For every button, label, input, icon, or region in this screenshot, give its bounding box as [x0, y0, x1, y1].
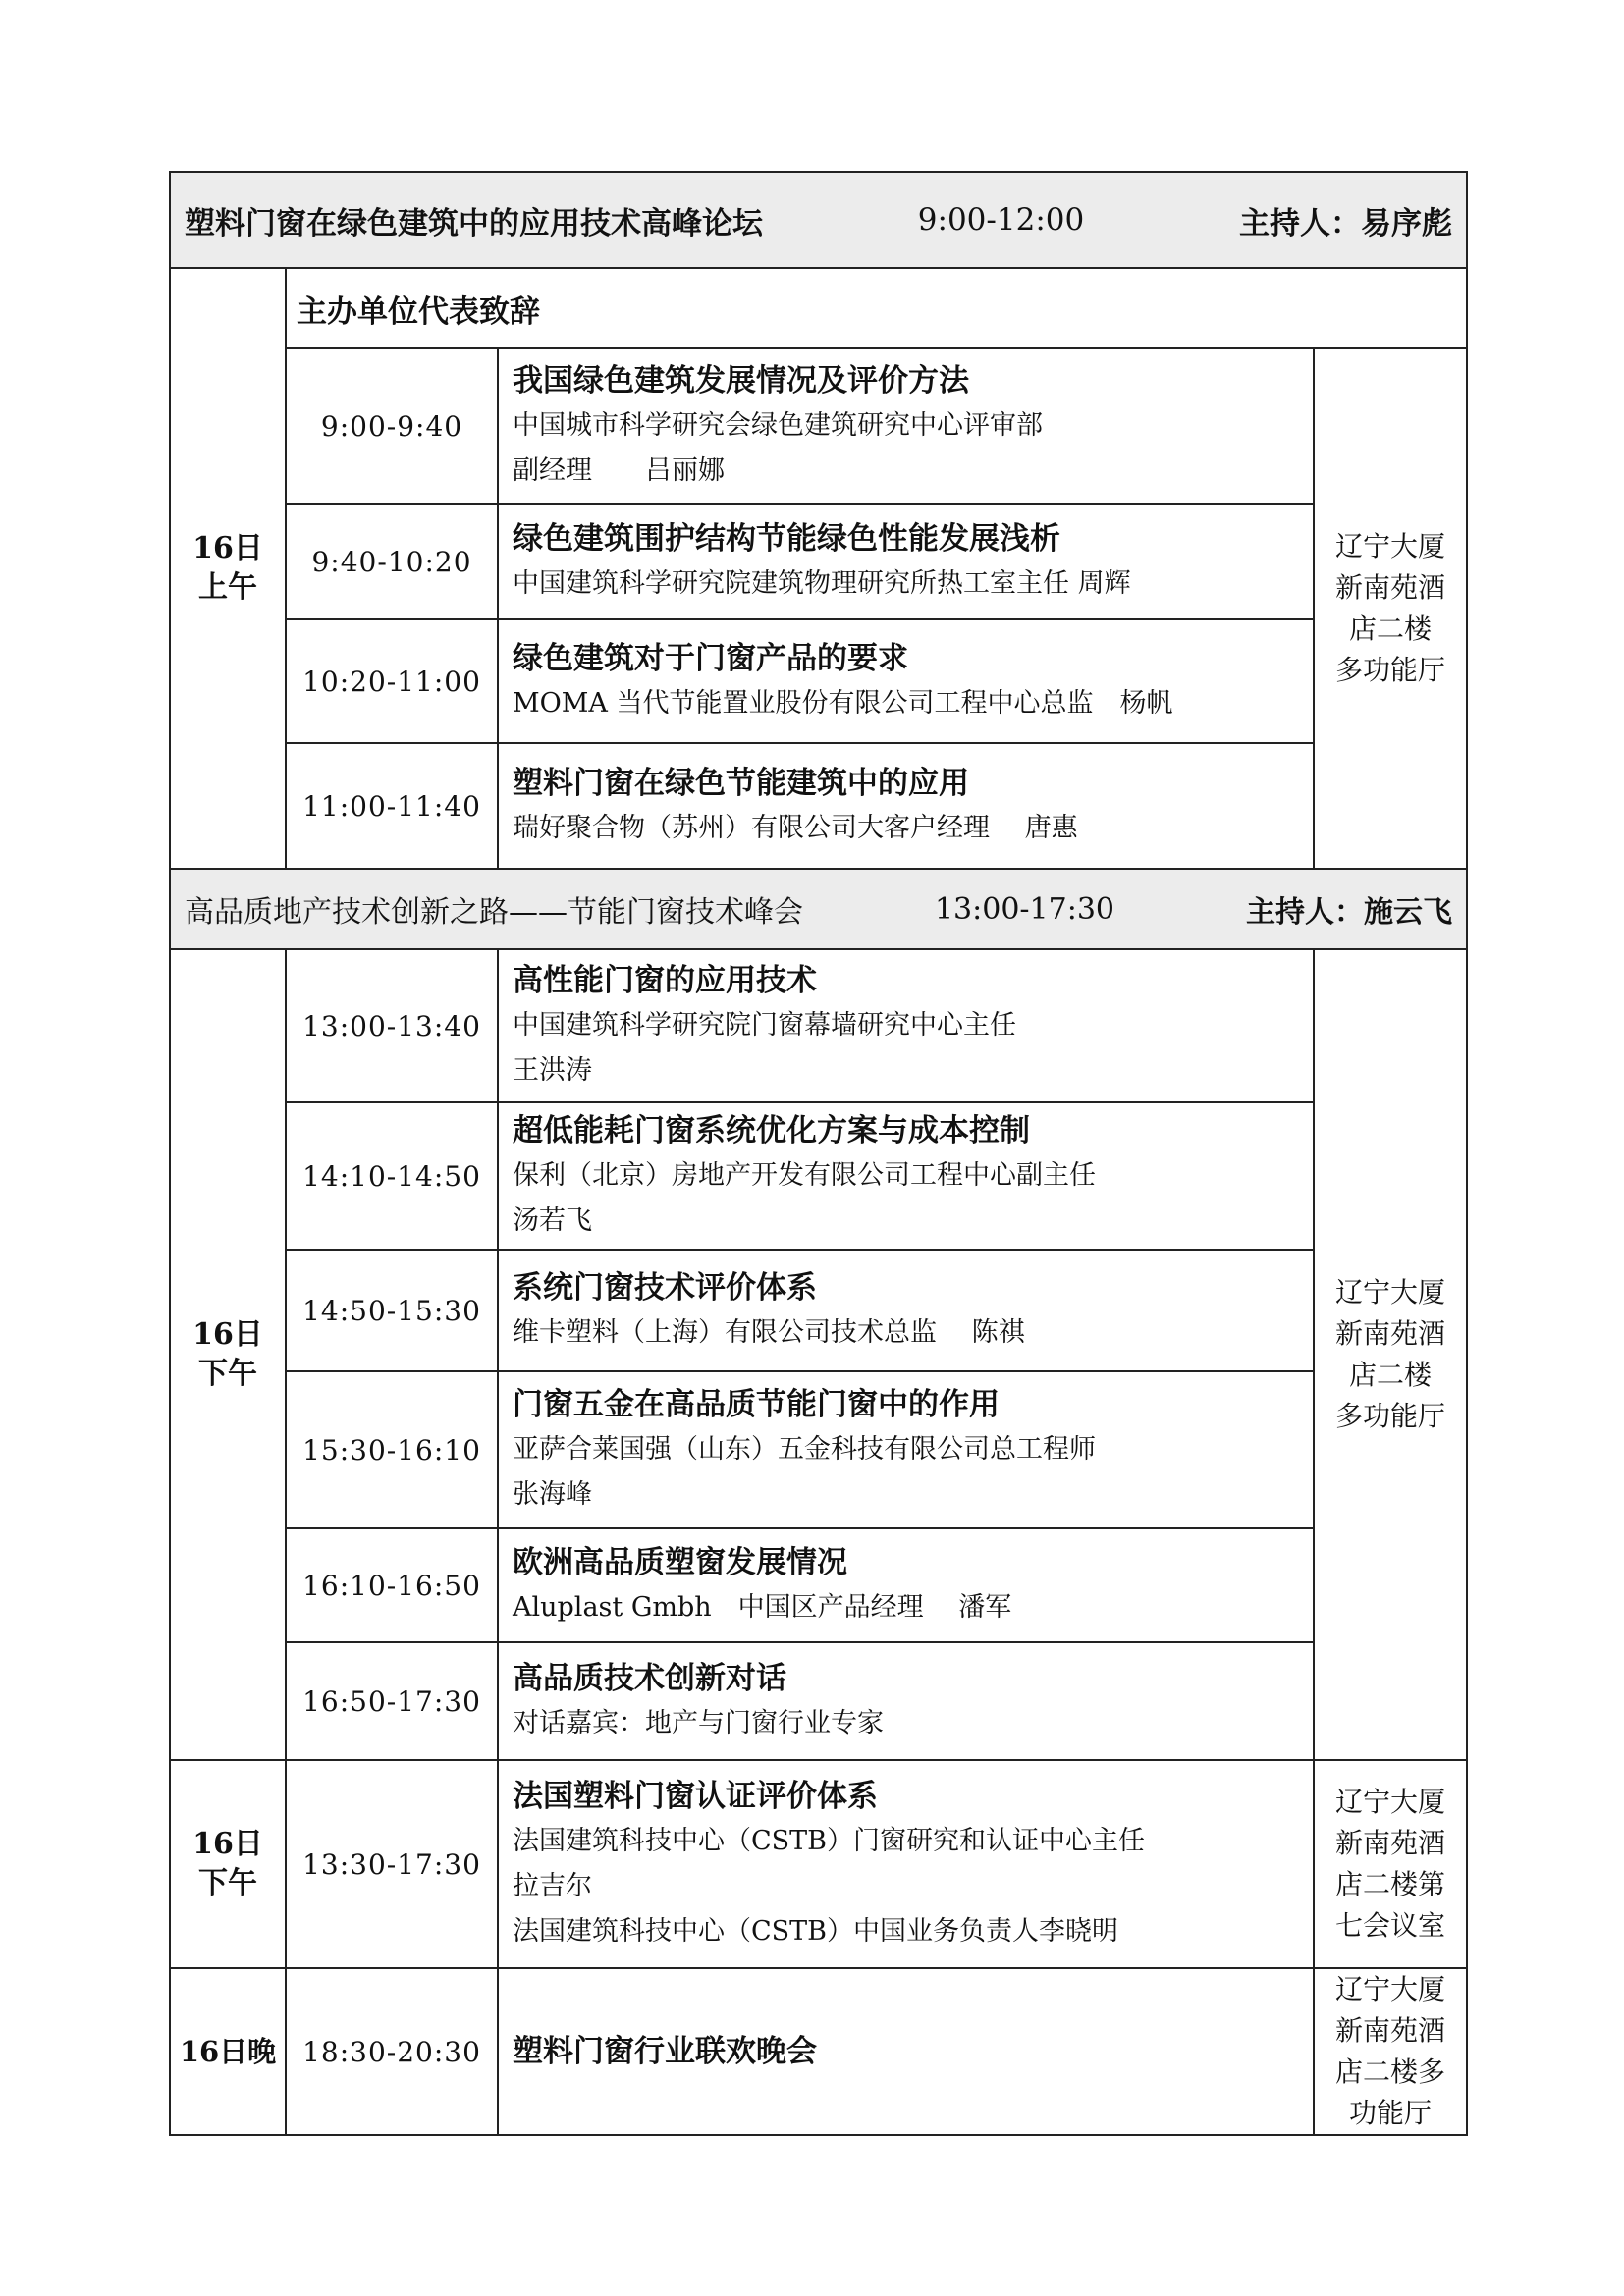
session-title: 高性能门窗的应用技术: [513, 963, 817, 998]
forum2-time: 13:00-17:30: [934, 891, 1115, 927]
session-row: [170, 1371, 1467, 1528]
session-speaker: 亚萨合莱国强（山东）五金科技有限公司总工程师: [513, 1434, 1096, 1465]
session-speaker: Aluplast Gmbh 中国区产品经理 潘军: [513, 1592, 1012, 1623]
venue-line: 新南苑酒: [1334, 1317, 1445, 1350]
day-label: 16日: [192, 531, 263, 565]
forum2-title: 高品质地产技术创新之路——节能门窗技术峰会: [185, 895, 803, 930]
session-time: 16:50-17:30: [286, 1642, 498, 1760]
venue-line: 辽宁大厦: [1334, 1276, 1445, 1308]
venue-line: 店二楼: [1348, 613, 1432, 645]
venue-cell: [1314, 949, 1467, 1760]
session-content: [498, 1250, 1314, 1371]
venue-line: 辽宁大厦: [1334, 530, 1445, 562]
venue-line: 店二楼多: [1334, 2056, 1445, 2088]
session-time: 16:10-16:50: [286, 1528, 498, 1642]
session-title: 绿色建筑围护结构节能绿色性能发展浅析: [513, 521, 1060, 557]
period-label: 下午: [198, 1866, 257, 1900]
forum1-time: 9:00-12:00: [917, 202, 1085, 238]
session-speaker: 拉吉尔: [513, 1871, 592, 1901]
session-content: [498, 743, 1314, 869]
venue-line: 多功能厅: [1334, 654, 1445, 686]
session-title: 高品质技术创新对话: [513, 1661, 786, 1696]
period-label: 上午: [198, 570, 257, 605]
session-title: 系统门窗技术评价体系: [513, 1270, 817, 1306]
venue-cell: [1314, 1760, 1467, 1968]
venue-line: 七会议室: [1334, 1909, 1445, 1942]
opening-remarks: 主办单位代表致辞: [286, 268, 1467, 348]
forum1-header-row: [170, 172, 1467, 268]
forum2-host: 主持人：施云飞: [1246, 895, 1452, 930]
session-title: 塑料门窗在绿色节能建筑中的应用: [513, 766, 969, 801]
program-table: [169, 171, 1468, 2136]
session-speaker: 对话嘉宾：地产与门窗行业专家: [513, 1708, 884, 1738]
session-content: [498, 949, 1314, 1102]
day-cell-afternoon: [170, 1760, 286, 1968]
session-title: 我国绿色建筑发展情况及评价方法: [513, 363, 969, 399]
session-speaker: 副经理 吕丽娜: [513, 455, 725, 486]
day-cell-morning: [170, 268, 286, 869]
session-row: [170, 504, 1467, 619]
session-speaker: 保利（北京）房地产开发有限公司工程中心副主任: [513, 1160, 1096, 1191]
session-row: [170, 1968, 1467, 2135]
session-time: 9:40-10:20: [286, 504, 498, 619]
session-speaker: 中国城市科学研究会绿色建筑研究中心评审部: [513, 410, 1043, 441]
session-row: [170, 743, 1467, 869]
session-time: 18:30-20:30: [286, 1968, 498, 2135]
session-content: [498, 1642, 1314, 1760]
day-cell-evening: 16日晚: [170, 1968, 286, 2135]
session-content: [498, 1528, 1314, 1642]
opening-row: [170, 268, 1467, 348]
session-content: [498, 1968, 1314, 2135]
session-title: 塑料门窗行业联欢晚会: [513, 2034, 817, 2069]
session-content: [498, 1371, 1314, 1528]
session-title: 法国塑料门窗认证评价体系: [513, 1779, 878, 1814]
session-time: 11:00-11:40: [286, 743, 498, 869]
venue-line: 辽宁大厦: [1334, 1973, 1445, 2005]
session-speaker: 张海峰: [513, 1479, 592, 1510]
session-speaker: 汤若飞: [513, 1205, 592, 1236]
forum1-host: 主持人：易序彪: [1239, 205, 1452, 241]
day-label: 16日: [192, 1827, 263, 1861]
session-speaker: 中国建筑科学研究院建筑物理研究所热工室主任 周辉: [513, 568, 1131, 599]
session-content: [498, 1760, 1314, 1968]
session-time: 14:10-14:50: [286, 1102, 498, 1250]
venue-line: 多功能厅: [1334, 1400, 1445, 1432]
venue-line: 店二楼: [1348, 1359, 1432, 1391]
session-speaker: 法国建筑科技中心（CSTB）门窗研究和认证中心主任: [513, 1826, 1146, 1856]
day-label: 16日: [192, 1317, 263, 1352]
session-time: 10:20-11:00: [286, 619, 498, 743]
forum1-title: 塑料门窗在绿色建筑中的应用技术高峰论坛: [185, 205, 763, 241]
venue-cell: [1314, 1968, 1467, 2135]
session-content: [498, 1102, 1314, 1250]
venue-line: 功能厅: [1348, 2097, 1432, 2129]
session-row: [170, 1528, 1467, 1642]
venue-line: 新南苑酒: [1334, 571, 1445, 604]
session-speaker: 维卡塑料（上海）有限公司技术总监 陈祺: [513, 1317, 1025, 1348]
session-speaker: 王洪涛: [513, 1055, 592, 1086]
session-speaker: 瑞好聚合物（苏州）有限公司大客户经理 唐惠: [513, 813, 1078, 843]
session-time: 14:50-15:30: [286, 1250, 498, 1371]
session-content: [498, 619, 1314, 743]
forum2-header-row: [170, 869, 1467, 949]
period-label: 下午: [198, 1357, 257, 1391]
venue-line: 新南苑酒: [1334, 1827, 1445, 1859]
venue-line: 辽宁大厦: [1334, 1786, 1445, 1818]
session-content: [498, 504, 1314, 619]
venue-line: 店二楼第: [1334, 1868, 1445, 1900]
session-speaker: MOMA 当代节能置业股份有限公司工程中心总监 杨帆: [513, 688, 1173, 719]
session-title: 欧洲高品质塑窗发展情况: [513, 1545, 847, 1580]
session-time: 13:00-13:40: [286, 949, 498, 1102]
session-row: [170, 348, 1467, 504]
session-row: [170, 1250, 1467, 1371]
session-speaker: 法国建筑科技中心（CSTB）中国业务负责人李晓明: [513, 1916, 1119, 1947]
session-row: [170, 1102, 1467, 1250]
session-speaker: 中国建筑科学研究院门窗幕墙研究中心主任: [513, 1010, 1016, 1041]
venue-cell: [1314, 348, 1467, 869]
session-time: 13:30-17:30: [286, 1760, 498, 1968]
session-time: 15:30-16:10: [286, 1371, 498, 1528]
session-row: [170, 949, 1467, 1102]
session-row: [170, 1642, 1467, 1760]
day-cell-afternoon: [170, 949, 286, 1760]
session-title: 绿色建筑对于门窗产品的要求: [513, 641, 908, 676]
session-row: [170, 1760, 1467, 1968]
session-title: 门窗五金在高品质节能门窗中的作用: [513, 1387, 1000, 1422]
session-row: [170, 619, 1467, 743]
session-title: 超低能耗门窗系统优化方案与成本控制: [513, 1113, 1030, 1148]
session-content: [498, 348, 1314, 504]
session-time: 9:00-9:40: [286, 348, 498, 504]
venue-line: 新南苑酒: [1334, 2014, 1445, 2047]
